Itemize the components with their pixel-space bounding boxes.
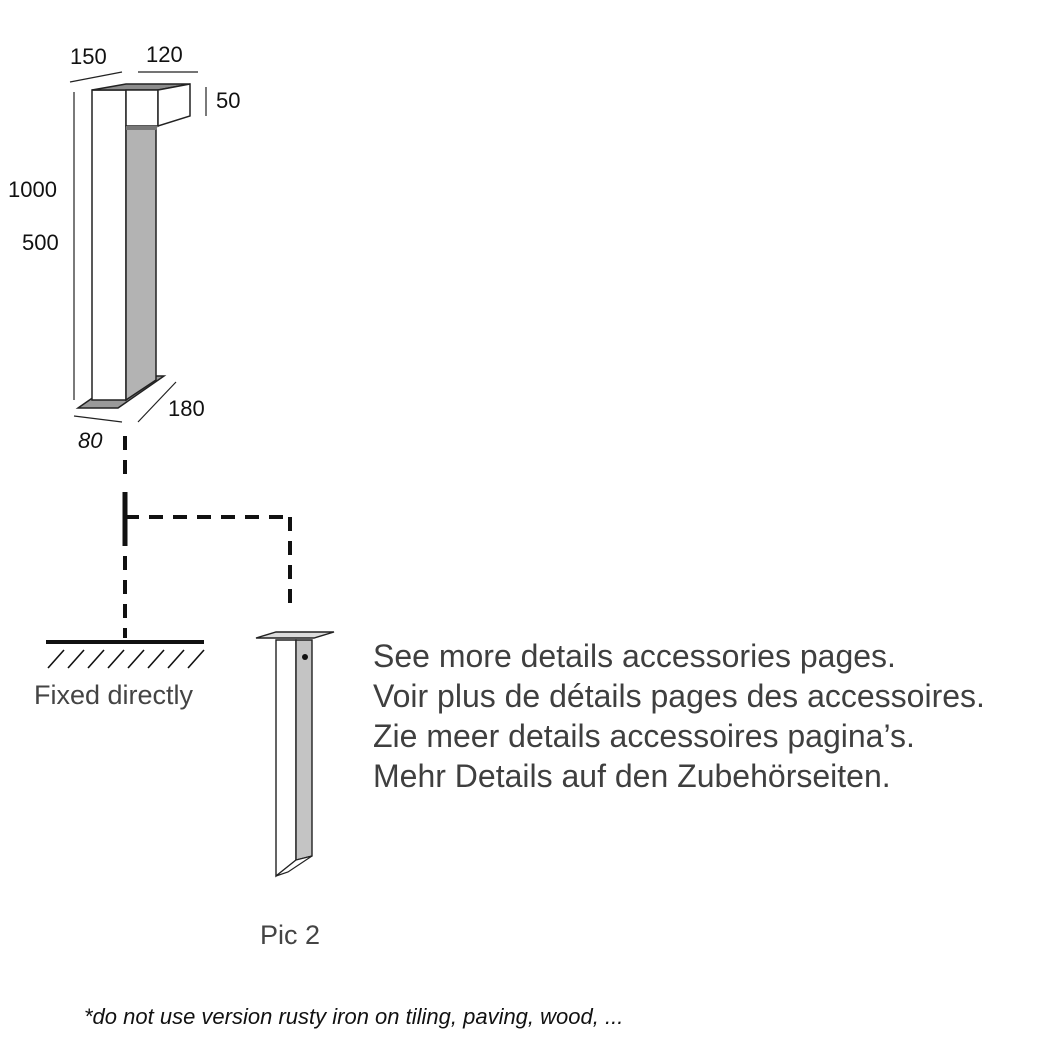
dim-label-180: 180 (168, 396, 205, 421)
bollard-side-face (126, 126, 156, 400)
spike-front-face (276, 640, 296, 876)
dim-line-150 (70, 72, 122, 82)
dim-label-150: 150 (70, 44, 107, 69)
ground-spike (256, 632, 334, 876)
info-line-de: Mehr Details auf den Zubehörseiten. (373, 758, 891, 794)
dim-label-1000: 1000 (8, 177, 57, 202)
dim-label-500: 500 (22, 230, 59, 255)
dim-label-50: 50 (216, 88, 241, 113)
pic2-label: Pic 2 (260, 920, 321, 950)
spike-side-face (296, 640, 312, 860)
info-line-fr: Voir plus de détails pages des accessoires. (373, 678, 985, 714)
dim-label-80: 80 (78, 428, 103, 453)
info-line-en: See more details accessories pages. (373, 638, 896, 674)
installation-connectors (125, 436, 290, 638)
spike-top-plate (256, 632, 334, 638)
bollard-head-underside (126, 126, 158, 130)
dim-line-80 (74, 416, 122, 422)
info-line-nl: Zie meer details accessoires pagina’s. (373, 718, 915, 754)
bollard-front-face (92, 90, 126, 400)
bollard-head-front (126, 90, 158, 126)
spike-hole (302, 654, 308, 660)
dim-label-120: 120 (146, 42, 183, 67)
footnote: *do not use version rusty iron on tiling, paving, wood, ... (84, 1004, 624, 1029)
fixed-directly-label: Fixed directly (34, 680, 194, 710)
bollard-head-side (158, 84, 190, 126)
accessories-info (373, 636, 985, 796)
ground-symbol (46, 642, 204, 668)
bollard-lamp (78, 84, 190, 408)
